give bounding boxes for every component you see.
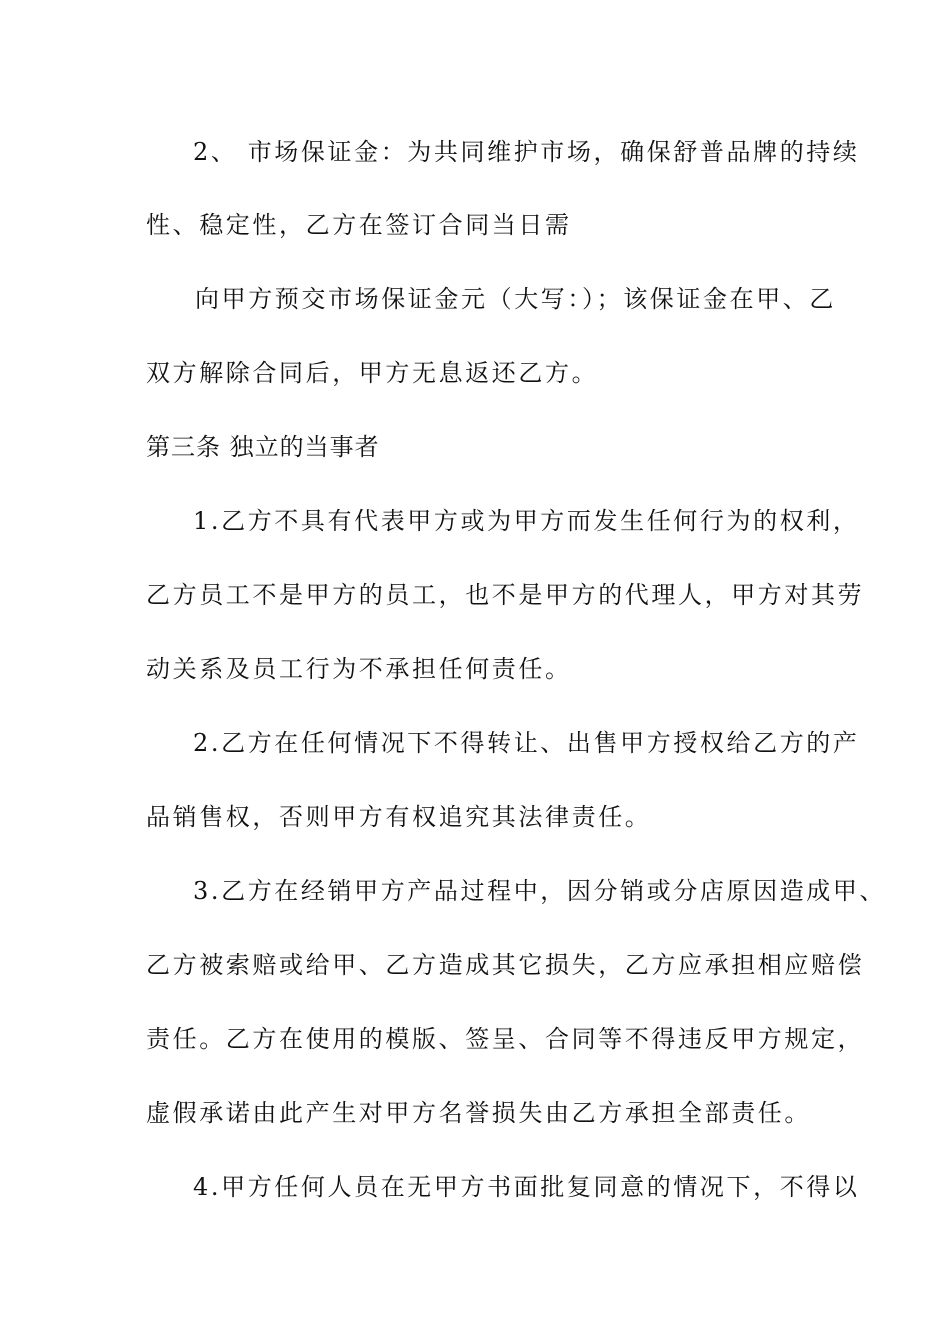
text-line: 1.乙方不具有代表甲方或为甲方而发生任何行为的权利， xyxy=(193,507,860,535)
text-line: 双方解除合同后，甲方无息返还乙方。 xyxy=(146,359,599,387)
section-heading: 第三条 独立的当事者 xyxy=(146,433,380,461)
text-line: 2、 市场保证金：为共同维护市场，确保舒普品牌的持续 xyxy=(193,138,860,166)
text-line: 品销售权，否则甲方有权追究其法律责任。 xyxy=(146,803,652,831)
text-line: 2.乙方在任何情况下不得转让、出售甲方授权给乙方的产 xyxy=(193,729,860,757)
text-line: 向甲方预交市场保证金元（大写：）；该保证金在甲、乙 xyxy=(195,285,836,313)
text-line: 性、稳定性，乙方在签订合同当日需 xyxy=(146,211,572,239)
text-line: 乙方员工不是甲方的员工，也不是甲方的代理人，甲方对其劳 xyxy=(146,581,865,609)
text-line: 动关系及员工行为不承担任何责任。 xyxy=(146,655,572,683)
text-line: 虚假承诺由此产生对甲方名誉损失由乙方承担全部责任。 xyxy=(146,1099,811,1127)
text-line: 3.乙方在经销甲方产品过程中，因分销或分店原因造成甲、 xyxy=(193,877,887,905)
text-line: 乙方被索赔或给甲、乙方造成其它损失，乙方应承担相应赔偿 xyxy=(146,951,865,979)
text-line: 4.甲方任何人员在无甲方书面批复同意的情况下，不得以 xyxy=(193,1173,860,1201)
text-line: 责任。乙方在使用的模版、签呈、合同等不得违反甲方规定， xyxy=(146,1025,865,1053)
